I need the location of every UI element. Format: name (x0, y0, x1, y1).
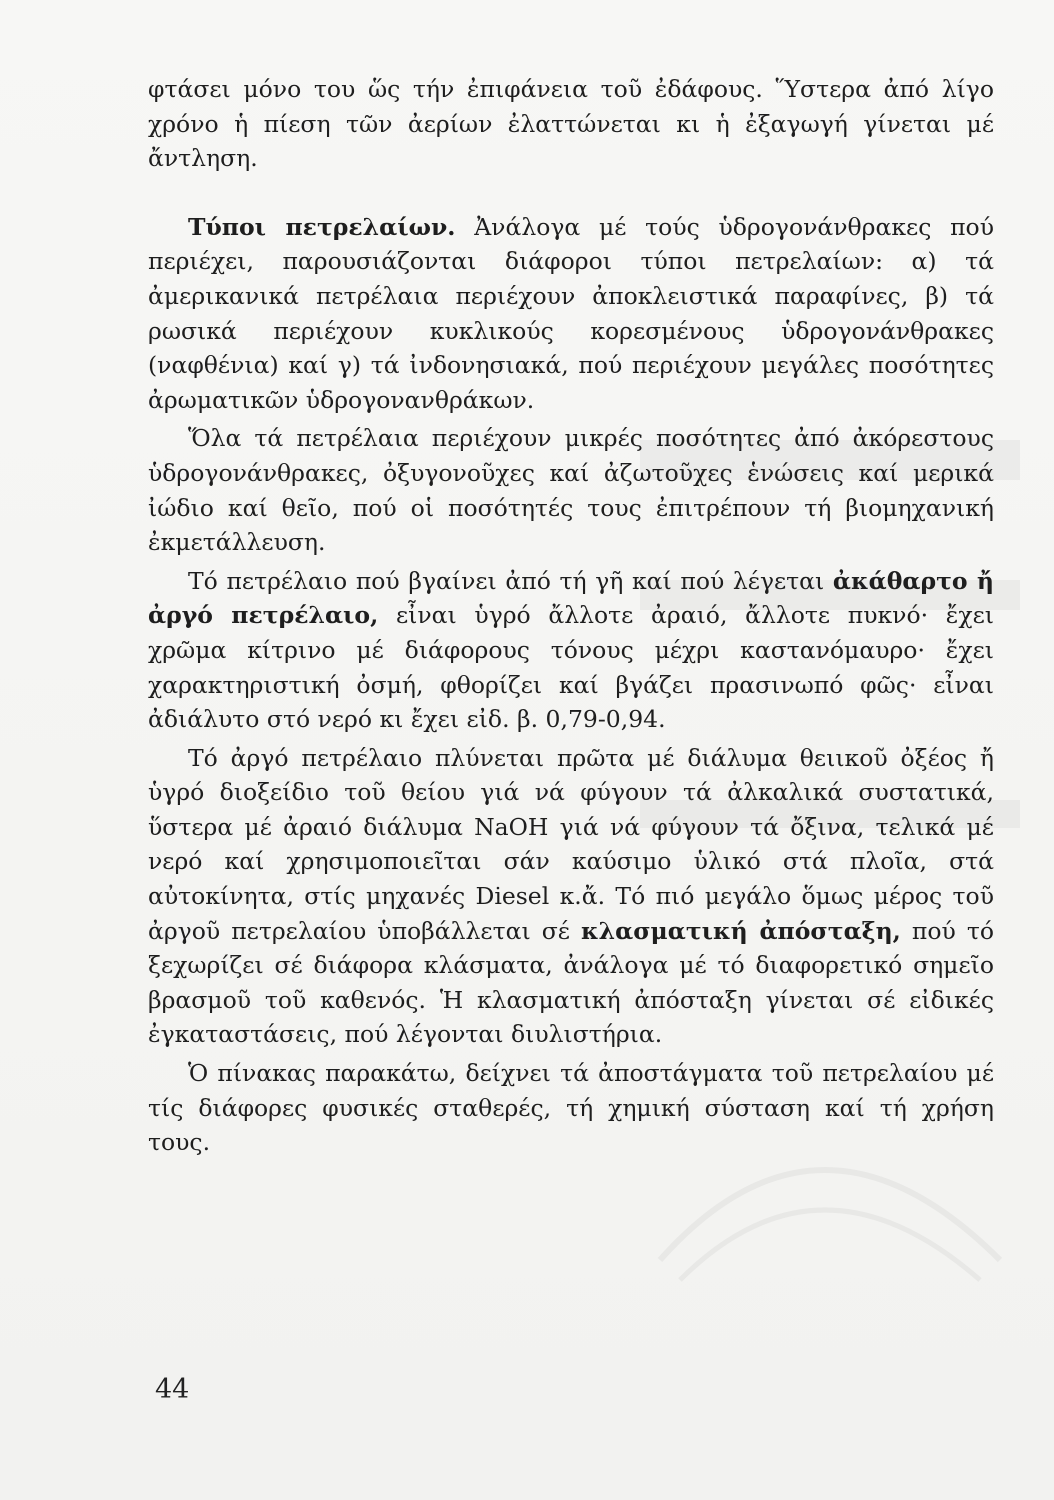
section-heading-oil-types: Τύποι πετρελαίων. (188, 212, 456, 241)
paragraph-intro-text: φτάσει μόνο του ὥς τήν ἐπιφάνεια τοῦ ἐδάφους. Ὕστερα ἀπό λίγο χρόνο ἡ πίεση τῶν ἀερίων ἐλαττώνεται κι ἡ ἐξαγωγή γίνεται μέ ἄντληση. (148, 75, 994, 173)
paragraph-refining-text-b: πού τό ξεχωρίζει σέ διάφορα κλάσματα, ἀνάλογα μέ τό διαφορετικό σημεῖο βρασμοῦ τοῦ καθενός. Ἡ κλασματική ἀπόσταξη γίνεται σέ εἰδικές ἐγκαταστάσεις, πού λέγονται διυλιστήρια. (148, 916, 994, 1049)
paragraph-impurities-text: Ὅλα τά πετρέλαια περιέχουν μικρές ποσότητες ἀπό ἀκόρεστους ὑδρογονάνθρακες, ὀξυγονοῦχες καί ἀζωτοῦχες ἑνώσεις καί μερικά ἰώδιο καί θεῖο, πού οἱ ποσότητές τους ἐπιτρέπουν τή βιομηχανική ἐκμετάλλευση. (148, 424, 994, 557)
paragraph-crude-oil (148, 564, 994, 737)
paragraph-intro (148, 72, 994, 176)
paragraph-oil-types (148, 210, 994, 418)
paragraph-impurities (148, 421, 994, 559)
paragraph-crude-oil-text-b: εἶναι ὑγρό ἄλλοτε ἀραιό, ἄλλοτε πυκνό· ἔχει χρῶμα κίτρινο μέ διάφορους τόνους μέχρι καστανόμαυρο· ἔχει χαρακτηριστική ὀσμή, φθορίζει καί βγάζει πρασινωπό φῶς· εἶναι ἀδιάλυτο στό νερό κι ἔχει εἰδ. β. 0,79-0,94. (148, 601, 994, 734)
paragraph-spacer (148, 176, 994, 210)
paragraph-table-intro (148, 1056, 994, 1160)
paragraph-refining (148, 741, 994, 1052)
paragraph-crude-oil-text-a: Τό πετρέλαιο πού βγαίνει ἀπό τή γῆ καί πού λέγεται (188, 566, 833, 595)
page-number: 44 (155, 1374, 190, 1405)
paragraph-oil-types-text: Ἀνάλογα μέ τούς ὑδρογονάνθρακες πού περιέχει, παρουσιάζονται διάφοροι τύποι πετρελαίων: α) τά ἀμερικανικά πετρέλαια περιέχουν ἀποκλειστικά παραφίνες, β) τά ρωσικά περιέχουν κυκλικούς κορεσμένους ὑδρογονάνθρακες (ναφθένια) καί γ) τά ἰνδονησιακά, πού περιέχουν μεγάλες ποσότητες ἀρωματικῶν ὑδρογονανθράκων. (148, 212, 994, 414)
body-text (148, 72, 994, 1160)
paragraph-refining-text-a: Τό ἀργό πετρέλαιο πλύνεται πρῶτα μέ διάλυμα θειικοῦ ὀξέος ἤ ὑγρό διοξείδιο τοῦ θείου γιά νά φύγουν τά ἀλκαλικά συστατικά, ὕστερα μέ ἀραιό διάλυμα NaOH γιά νά φύγουν τά ὄξινα, τελικά μέ νερό καί χρησιμοποιεῖται σάν καύσιμο ὑλικό στά πλοῖα, στά αὐτοκίνητα, στίς μηχανές Diesel κ.ἄ. Τό πιό μεγάλο ὅμως μέρος τοῦ ἀργοῦ πετρελαίου ὑποβάλλεται σέ (148, 743, 994, 945)
paragraph-table-intro-text: Ὁ πίνακας παρακάτω, δείχνει τά ἀποστάγματα τοῦ πετρελαίου μέ τίς διάφορες φυσικές σταθερές, τή χημική σύσταση καί τή χρήση τους. (148, 1059, 994, 1157)
term-fractional-distillation: κλασματική ἀπόσταξη, (581, 916, 901, 945)
term-crude-oil: ἀκάθαρτο ἤ ἀργό πετρέλαιο, (148, 566, 994, 630)
